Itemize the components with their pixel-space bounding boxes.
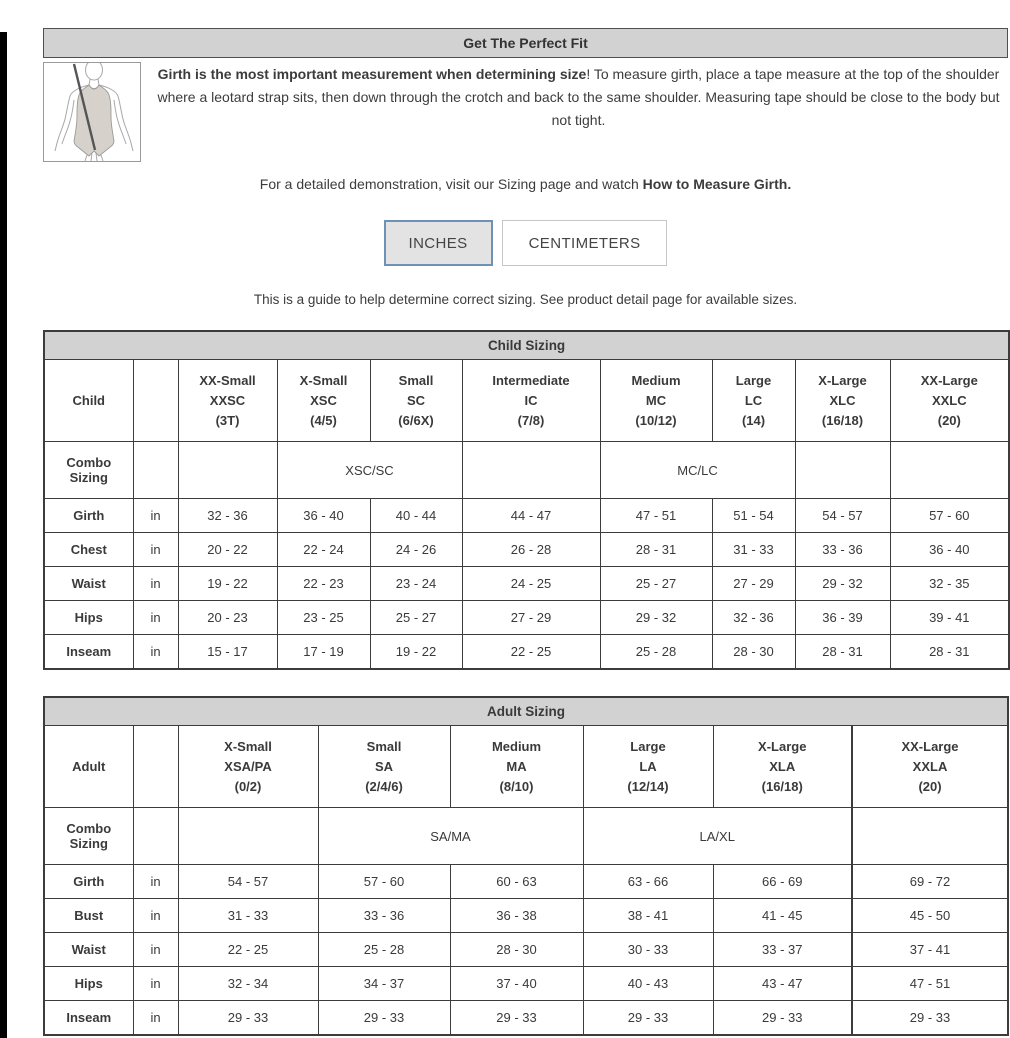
combo-empty-cell <box>178 808 318 865</box>
size-cell: 34 - 37 <box>318 967 450 1001</box>
size-cell: 60 - 63 <box>450 865 583 899</box>
intro-paragraph <box>149 62 1008 162</box>
size-cell: 25 - 28 <box>318 933 450 967</box>
demo-text: For a detailed demonstration, visit our Sizing page and watch <box>259 176 643 192</box>
sizing-page <box>43 28 1008 1036</box>
unit-cell: in <box>133 601 178 635</box>
size-cell: 17 - 19 <box>277 635 370 670</box>
intro-bold-text: Girth is the most important measurement when determining size <box>157 66 587 82</box>
combo-empty-cell <box>890 442 1009 499</box>
size-cell: 38 - 41 <box>583 899 713 933</box>
leotard-illustration-icon <box>44 63 140 161</box>
row-label-waist: Waist <box>44 933 133 967</box>
combo-empty-cell <box>795 442 890 499</box>
adult-sizing-table <box>43 696 1009 1036</box>
row-label-girth: Girth <box>44 499 133 533</box>
size-cell: 45 - 50 <box>852 899 1008 933</box>
size-cell: 28 - 31 <box>600 533 712 567</box>
size-cell: 24 - 25 <box>462 567 600 601</box>
col-header-xx-large: XX-Large XXLA (20) <box>852 726 1008 808</box>
size-cell: 29 - 32 <box>600 601 712 635</box>
size-cell: 54 - 57 <box>795 499 890 533</box>
guide-note: This is a guide to help determine correct sizing. See product detail page for available sizes. <box>253 292 798 307</box>
child-sizing-table <box>43 330 1010 670</box>
size-cell: 20 - 23 <box>178 601 277 635</box>
size-cell: 19 - 22 <box>370 635 462 670</box>
size-cell: 20 - 22 <box>178 533 277 567</box>
row-label-inseam: Inseam <box>44 635 133 670</box>
unit-cell <box>133 808 178 865</box>
size-cell: 43 - 47 <box>713 967 852 1001</box>
size-cell: 57 - 60 <box>318 865 450 899</box>
demo-line <box>43 176 1008 192</box>
size-cell: 51 - 54 <box>712 499 795 533</box>
row-label-inseam: Inseam <box>44 1001 133 1036</box>
size-cell: 39 - 41 <box>890 601 1009 635</box>
unit-column-header <box>133 726 178 808</box>
col-header-small: Small SA (2/4/6) <box>318 726 450 808</box>
unit-cell: in <box>133 635 178 670</box>
unit-toggle <box>43 220 1008 266</box>
size-cell: 28 - 30 <box>450 933 583 967</box>
row-label-hips: Hips <box>44 967 133 1001</box>
size-cell: 25 - 28 <box>600 635 712 670</box>
combo-cell-la-xl: LA/XL <box>583 808 852 865</box>
size-cell: 25 - 27 <box>600 567 712 601</box>
size-cell: 30 - 33 <box>583 933 713 967</box>
demo-bold-text: How to Measure Girth. <box>642 176 792 192</box>
size-cell: 33 - 36 <box>318 899 450 933</box>
unit-cell <box>133 442 178 499</box>
unit-cell: in <box>133 499 178 533</box>
col-header-large: Large LA (12/14) <box>583 726 713 808</box>
combo-empty-cell <box>462 442 600 499</box>
unit-cell: in <box>133 1001 178 1036</box>
size-cell: 29 - 33 <box>583 1001 713 1036</box>
size-cell: 23 - 25 <box>277 601 370 635</box>
size-cell: 32 - 35 <box>890 567 1009 601</box>
unit-cell: in <box>133 533 178 567</box>
intro-section <box>43 62 1008 162</box>
size-cell: 40 - 43 <box>583 967 713 1001</box>
size-cell: 41 - 45 <box>713 899 852 933</box>
size-cell: 31 - 33 <box>178 899 318 933</box>
size-cell: 29 - 32 <box>795 567 890 601</box>
unit-cell: in <box>133 933 178 967</box>
intro-regular-text: ! To measure girth, place a tape measure at the top of the shoulder where a leotard strap sits, then down through the crotch and back to the same shoulder. Measuring tape should be close to the body but not tight. <box>157 66 1000 128</box>
size-cell: 37 - 41 <box>852 933 1008 967</box>
size-cell: 36 - 40 <box>890 533 1009 567</box>
size-cell: 15 - 17 <box>178 635 277 670</box>
size-cell: 27 - 29 <box>462 601 600 635</box>
size-cell: 22 - 25 <box>462 635 600 670</box>
size-cell: 29 - 33 <box>178 1001 318 1036</box>
combo-empty-cell <box>178 442 277 499</box>
inches-button[interactable]: INCHES <box>384 220 493 266</box>
size-cell: 29 - 33 <box>713 1001 852 1036</box>
child-corner-label: Child <box>44 360 133 442</box>
size-cell: 29 - 33 <box>450 1001 583 1036</box>
size-cell: 36 - 39 <box>795 601 890 635</box>
col-header-large: Large LC (14) <box>712 360 795 442</box>
size-cell: 57 - 60 <box>890 499 1009 533</box>
row-label-girth: Girth <box>44 865 133 899</box>
unit-cell: in <box>133 567 178 601</box>
adult-table-title: Adult Sizing <box>44 697 1008 726</box>
combo-cell-mc-lc: MC/LC <box>600 442 795 499</box>
size-cell: 69 - 72 <box>852 865 1008 899</box>
size-cell: 22 - 25 <box>178 933 318 967</box>
adult-corner-label: Adult <box>44 726 133 808</box>
size-cell: 40 - 44 <box>370 499 462 533</box>
size-cell: 47 - 51 <box>600 499 712 533</box>
fit-header-bar <box>43 28 1008 58</box>
size-cell: 36 - 38 <box>450 899 583 933</box>
combo-empty-cell <box>852 808 1008 865</box>
size-cell: 27 - 29 <box>712 567 795 601</box>
left-edge-line <box>0 32 7 1038</box>
col-header-xx-small: XX-Small XXSC (3T) <box>178 360 277 442</box>
size-cell: 32 - 36 <box>712 601 795 635</box>
size-cell: 54 - 57 <box>178 865 318 899</box>
size-cell: 63 - 66 <box>583 865 713 899</box>
col-header-small: Small SC (6/6X) <box>370 360 462 442</box>
combo-sizing-label: Combo Sizing <box>44 442 133 499</box>
col-header-x-small: X-Small XSC (4/5) <box>277 360 370 442</box>
girth-diagram <box>43 62 141 162</box>
unit-column-header <box>133 360 178 442</box>
combo-cell-xsc-sc: XSC/SC <box>277 442 462 499</box>
size-cell: 29 - 33 <box>318 1001 450 1036</box>
size-cell: 22 - 24 <box>277 533 370 567</box>
size-cell: 24 - 26 <box>370 533 462 567</box>
size-cell: 25 - 27 <box>370 601 462 635</box>
size-cell: 22 - 23 <box>277 567 370 601</box>
page-title: Get The Perfect Fit <box>463 35 588 51</box>
unit-cell: in <box>133 899 178 933</box>
combo-cell-sa-ma: SA/MA <box>318 808 583 865</box>
combo-sizing-label: Combo Sizing <box>44 808 133 865</box>
col-header-x-large: X-Large XLC (16/18) <box>795 360 890 442</box>
row-label-chest: Chest <box>44 533 133 567</box>
col-header-x-small: X-Small XSA/PA (0/2) <box>178 726 318 808</box>
size-cell: 23 - 24 <box>370 567 462 601</box>
row-label-waist: Waist <box>44 567 133 601</box>
size-cell: 26 - 28 <box>462 533 600 567</box>
size-cell: 31 - 33 <box>712 533 795 567</box>
size-cell: 44 - 47 <box>462 499 600 533</box>
row-label-bust: Bust <box>44 899 133 933</box>
size-cell: 28 - 30 <box>712 635 795 670</box>
size-cell: 47 - 51 <box>852 967 1008 1001</box>
size-cell: 29 - 33 <box>852 1001 1008 1036</box>
col-header-x-large: X-Large XLA (16/18) <box>713 726 852 808</box>
child-table-title: Child Sizing <box>44 331 1009 360</box>
unit-cell: in <box>133 967 178 1001</box>
unit-cell: in <box>133 865 178 899</box>
col-header-medium: Medium MC (10/12) <box>600 360 712 442</box>
centimeters-button[interactable]: CENTIMETERS <box>502 220 668 266</box>
col-header-xx-large: XX-Large XXLC (20) <box>890 360 1009 442</box>
size-cell: 28 - 31 <box>795 635 890 670</box>
size-cell: 36 - 40 <box>277 499 370 533</box>
size-cell: 37 - 40 <box>450 967 583 1001</box>
size-cell: 32 - 36 <box>178 499 277 533</box>
size-cell: 33 - 37 <box>713 933 852 967</box>
size-cell: 19 - 22 <box>178 567 277 601</box>
row-label-hips: Hips <box>44 601 133 635</box>
col-header-intermediate: Intermediate IC (7/8) <box>462 360 600 442</box>
col-header-medium: Medium MA (8/10) <box>450 726 583 808</box>
size-cell: 33 - 36 <box>795 533 890 567</box>
size-cell: 66 - 69 <box>713 865 852 899</box>
size-cell: 28 - 31 <box>890 635 1009 670</box>
size-cell: 32 - 34 <box>178 967 318 1001</box>
